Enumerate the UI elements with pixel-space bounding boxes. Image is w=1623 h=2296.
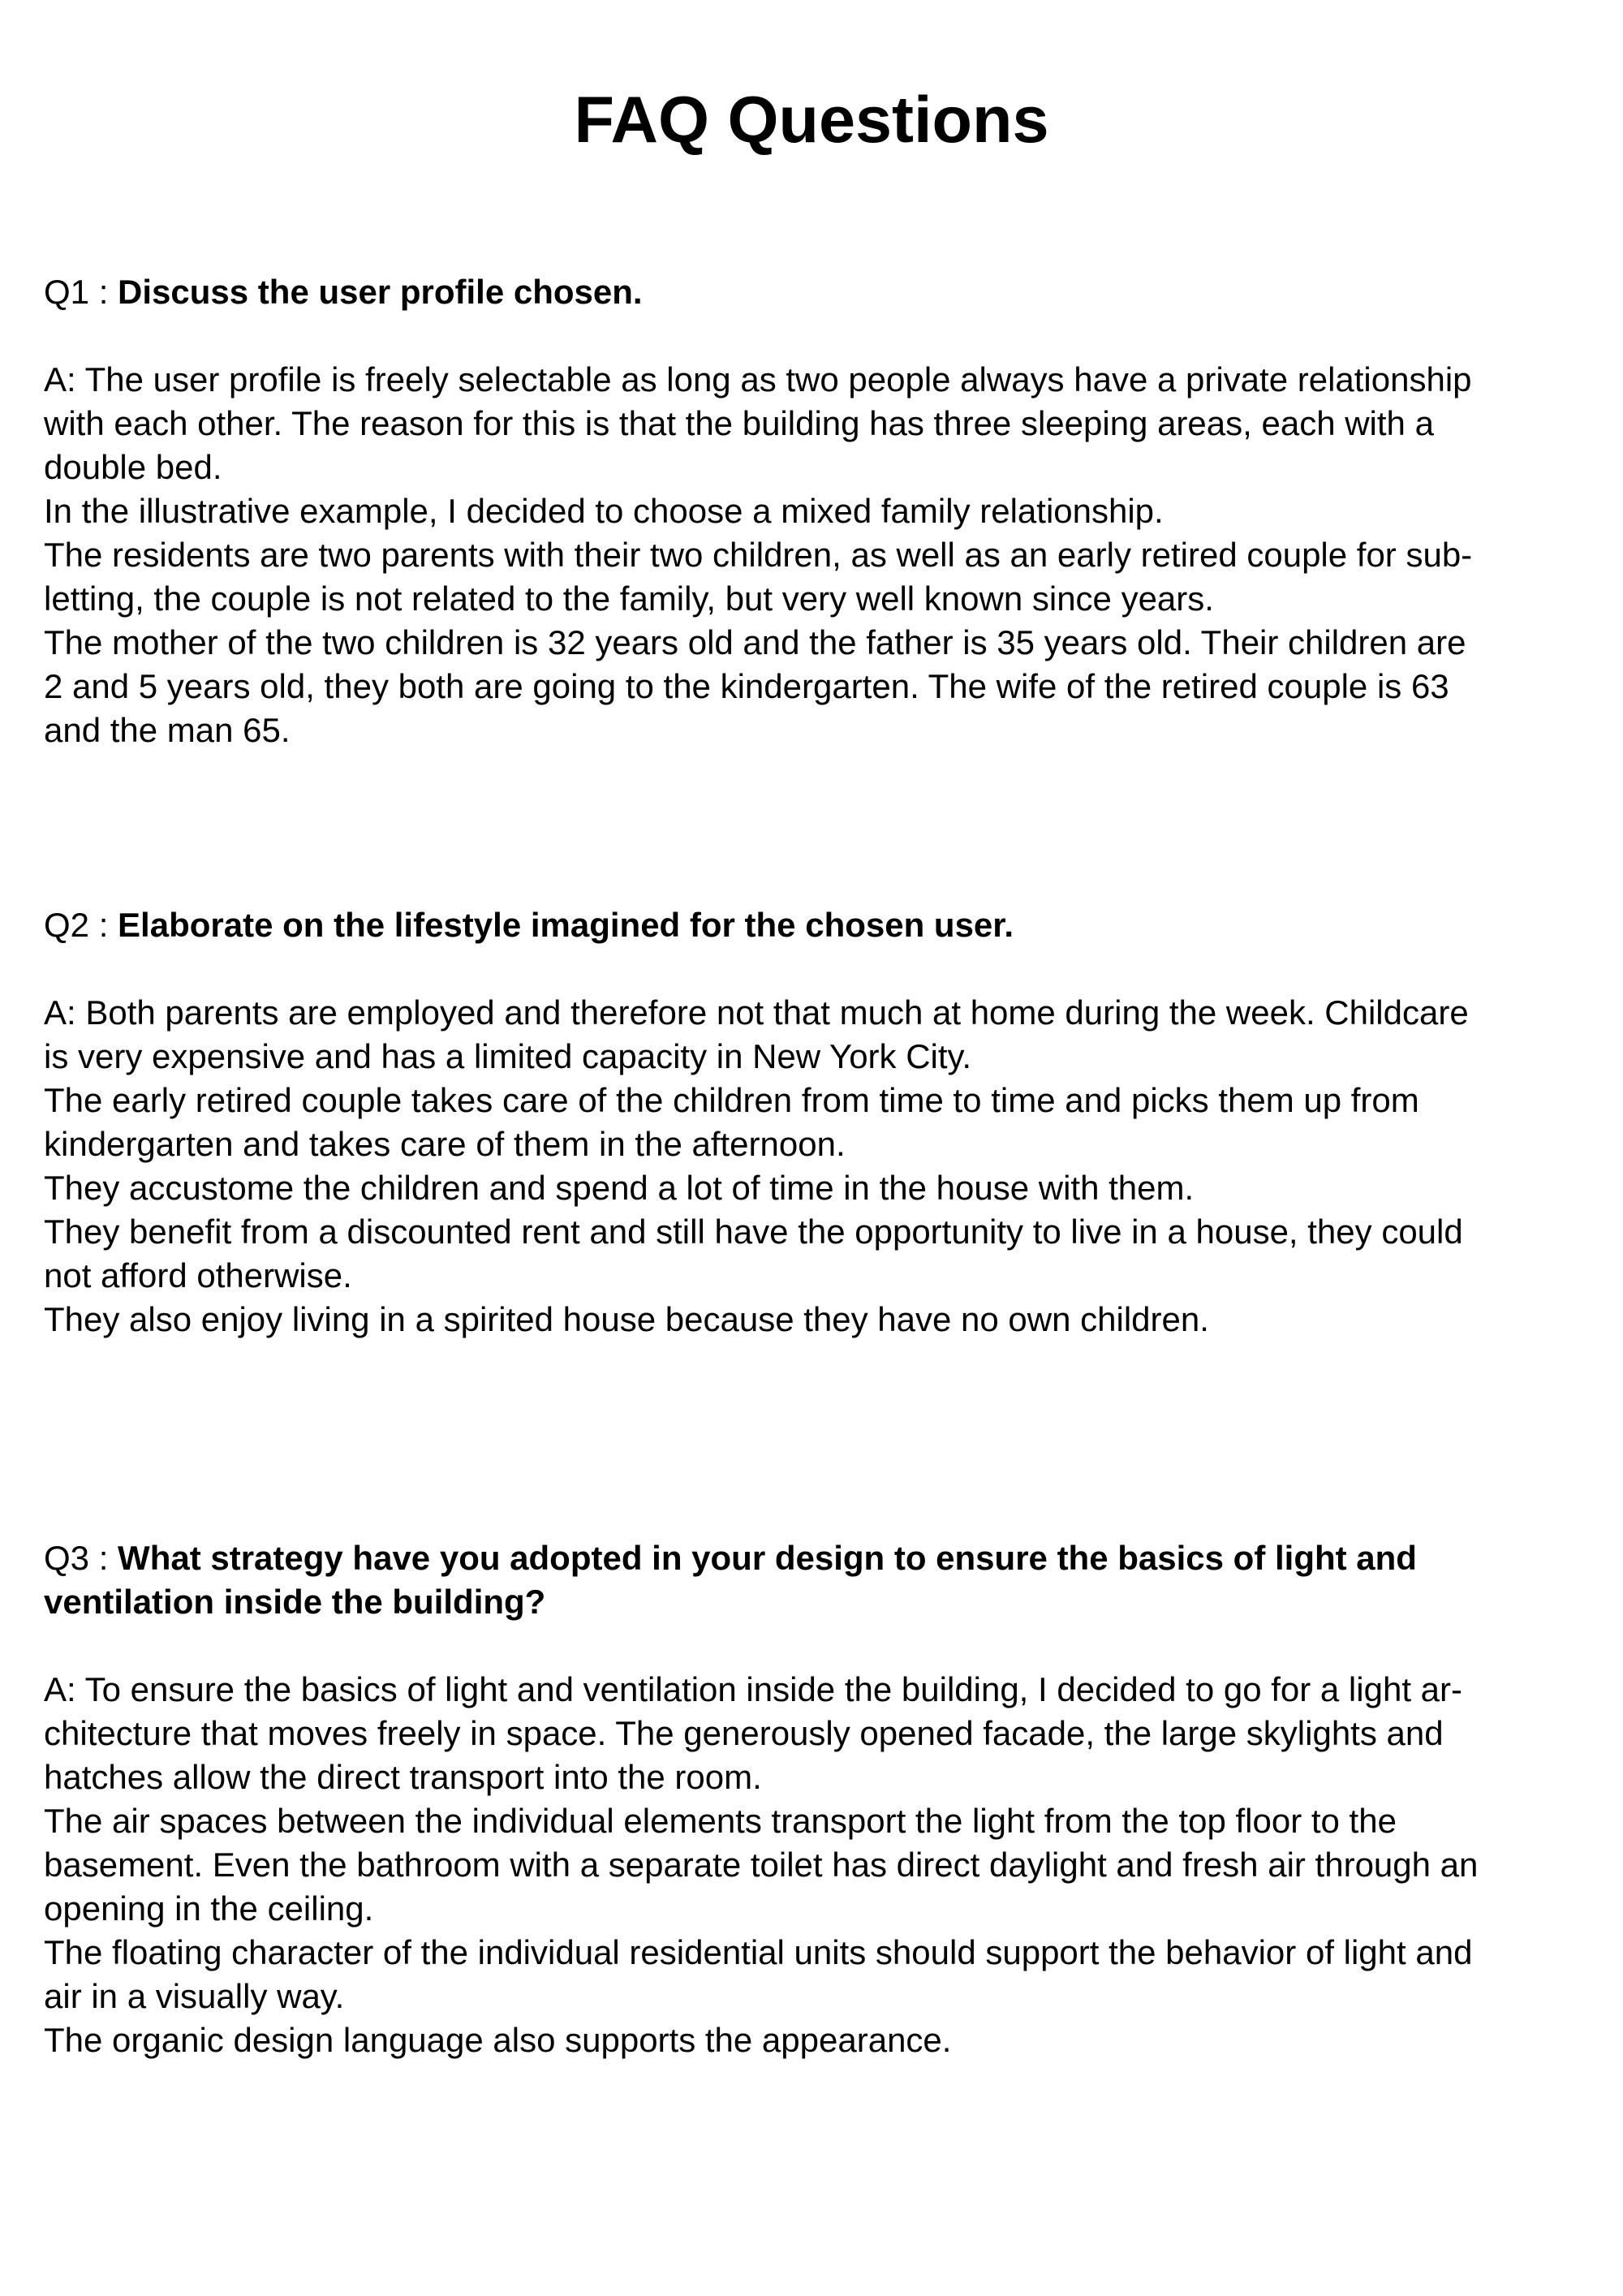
answer-line: letting, the couple is not related to the family, but very well known since years.: [44, 579, 1214, 618]
answer-line: A: Both parents are employed and therefore not that much at home during the week. Childcare: [44, 993, 1469, 1032]
answer-line: opening in the ceiling.: [44, 1889, 374, 1928]
answer-line: The floating character of the individual residential units should support the behavior of light and: [44, 1933, 1473, 1971]
faq-item-q3: [44, 1536, 1586, 2062]
answer-line: They also enjoy living in a spirited house because they have no own children.: [44, 1300, 1209, 1338]
answer-line: A: The user profile is freely selectable as long as two people always have a private relationship: [44, 360, 1472, 398]
answer-line: They benefit from a discounted rent and still have the opportunity to live in a house, they could: [44, 1213, 1463, 1251]
question-label: Q2 :: [44, 906, 118, 944]
answer-line: air in a visually way.: [44, 1977, 345, 2015]
answer-line: not afford otherwise.: [44, 1256, 352, 1294]
question-label: Q3 :: [44, 1539, 118, 1577]
answer-line: The early retired couple takes care of the children from time to time and picks them up from: [44, 1081, 1419, 1119]
answer-line: In the illustrative example, I decided to choose a mixed family relationship.: [44, 492, 1164, 530]
faq-item-q2: [44, 903, 1586, 1342]
answer-line: They accustome the children and spend a lot of time in the house with them.: [44, 1169, 1195, 1207]
answer-line: chitecture that moves freely in space. The generously opened facade, the large skylights and: [44, 1714, 1444, 1752]
answer-line: The air spaces between the individual elements transport the light from the top floor to the: [44, 1802, 1397, 1840]
answer-line: A: To ensure the basics of light and ventilation inside the building, I decided to go for a light ar-: [44, 1670, 1462, 1708]
question-text: Discuss the user profile chosen.: [118, 273, 643, 311]
question-q2: [44, 903, 1586, 947]
answer-q2: [44, 991, 1586, 1342]
answer-line: The organic design language also supports the appearance.: [44, 2021, 952, 2059]
question-text: What strategy have you adopted in your design to ensure the basics of light and: [118, 1539, 1417, 1577]
answer-line: and the man 65.: [44, 711, 291, 749]
answer-line: basement. Even the bathroom with a separate toilet has direct daylight and fresh air through an: [44, 1846, 1479, 1884]
answer-line: with each other. The reason for this is that the building has three sleeping areas, each with a: [44, 404, 1434, 442]
answer-line: The mother of the two children is 32 years old and the father is 35 years old. Their children are: [44, 623, 1466, 661]
answer-line: The residents are two parents with their two children, as well as an early retired couple for sub-: [44, 536, 1473, 574]
question-q1: [44, 270, 1586, 314]
answer-line: hatches allow the direct transport into the room.: [44, 1758, 762, 1796]
question-text: Elaborate on the lifestyle imagined for the chosen user.: [118, 906, 1014, 944]
page-title: FAQ Questions: [574, 84, 1049, 157]
question-text: ventilation inside the building?: [44, 1583, 546, 1621]
answer-q3: [44, 1668, 1586, 2062]
question-q3: [44, 1536, 1586, 1624]
answer-line: is very expensive and has a limited capacity in New York City.: [44, 1037, 972, 1075]
answer-line: kindergarten and takes care of them in the afternoon.: [44, 1125, 846, 1163]
answer-line: double bed.: [44, 448, 222, 486]
faq-item-q1: [44, 270, 1586, 752]
question-label: Q1 :: [44, 273, 118, 311]
answer-q1: [44, 358, 1586, 752]
answer-line: 2 and 5 years old, they both are going to the kindergarten. The wife of the retired couple is 63: [44, 667, 1449, 705]
